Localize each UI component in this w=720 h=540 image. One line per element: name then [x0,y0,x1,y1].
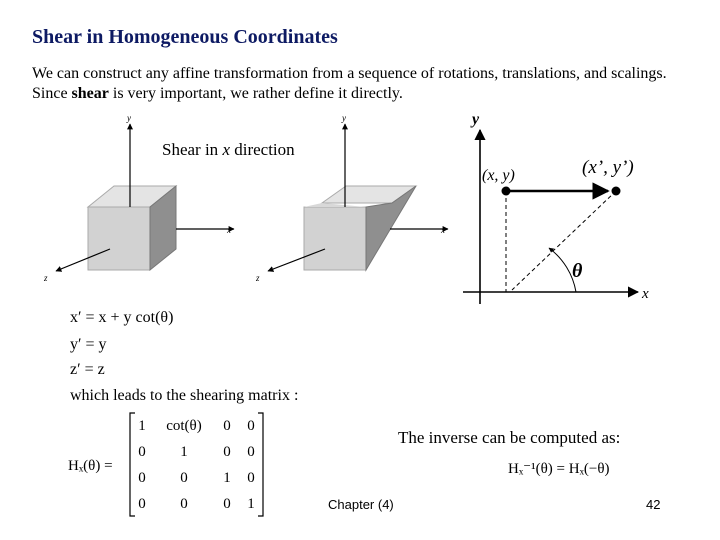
caption-var: x [222,140,230,159]
equation-y: y′ = y [70,336,107,353]
m10: 0 [138,444,146,460]
matrix-right-bracket [258,413,263,516]
diagram-x-label: x [642,286,649,302]
matrix-lhs: Hₓ(θ) = [68,458,113,474]
diagram-y-label: y [472,111,480,128]
m00: 1 [138,418,146,434]
matrix-intro-text: which leads to the shearing matrix : [70,387,299,404]
m01: cot(θ) [166,418,202,434]
slide-title: Shear in Homogeneous Coordinates [32,26,338,48]
m03: 0 [247,418,255,434]
inverse-formula: Hₓ⁻¹(θ) = Hₓ(−θ) [508,461,610,477]
shear-caption [162,140,295,160]
m32: 0 [223,496,231,512]
cube-x-label: x [227,225,231,235]
equation-x: x′ = x + y cot(θ) [70,309,174,326]
angle-label: θ [572,260,583,282]
footer-chapter: Chapter (4) [328,497,394,512]
m11: 1 [180,444,188,460]
point-original-label: (x, y) [482,167,515,184]
shearing-matrix [68,413,263,516]
sheared-front-face [304,207,366,270]
caption-prefix: Shear in [162,140,223,159]
point-sheared [612,187,621,196]
point-sheared-label: (x’, y’) [582,157,634,178]
dashed-slant [512,191,616,290]
m22: 1 [223,470,231,486]
cube-y-label: y [127,113,131,123]
m30: 0 [138,496,146,512]
m23: 0 [247,470,255,486]
sheared-x-label: x [441,225,445,235]
m33: 1 [247,496,255,512]
intro-bold-word: shear [71,85,109,102]
inverse-text: The inverse can be computed as: [398,428,621,447]
caption-suffix: direction [229,140,295,159]
matrix-left-bracket [130,413,135,516]
shear-diagram [463,111,649,304]
sheared-front-slant [304,203,366,207]
m13: 0 [247,444,255,460]
sheared-z-label: z [256,273,260,283]
m12: 0 [223,444,231,460]
cube-front-face [88,207,150,270]
intro-text-end: is very important, we rather define it directly. [108,85,403,102]
sheared-y-label: y [342,113,346,123]
m02: 0 [223,418,231,434]
sheared-cube-figure [255,113,448,283]
point-original [502,187,511,196]
cube-figure [43,113,234,283]
m20: 0 [138,470,146,486]
m21: 0 [180,470,188,486]
cube-z-label: z [44,273,48,283]
page-number: 42 [646,497,661,512]
intro-text-start: We can construct any affine transformation from a sequence of rotations, translations, and scalings. Since [32,65,667,102]
m31: 0 [180,496,188,512]
equation-z: z′ = z [70,361,105,378]
